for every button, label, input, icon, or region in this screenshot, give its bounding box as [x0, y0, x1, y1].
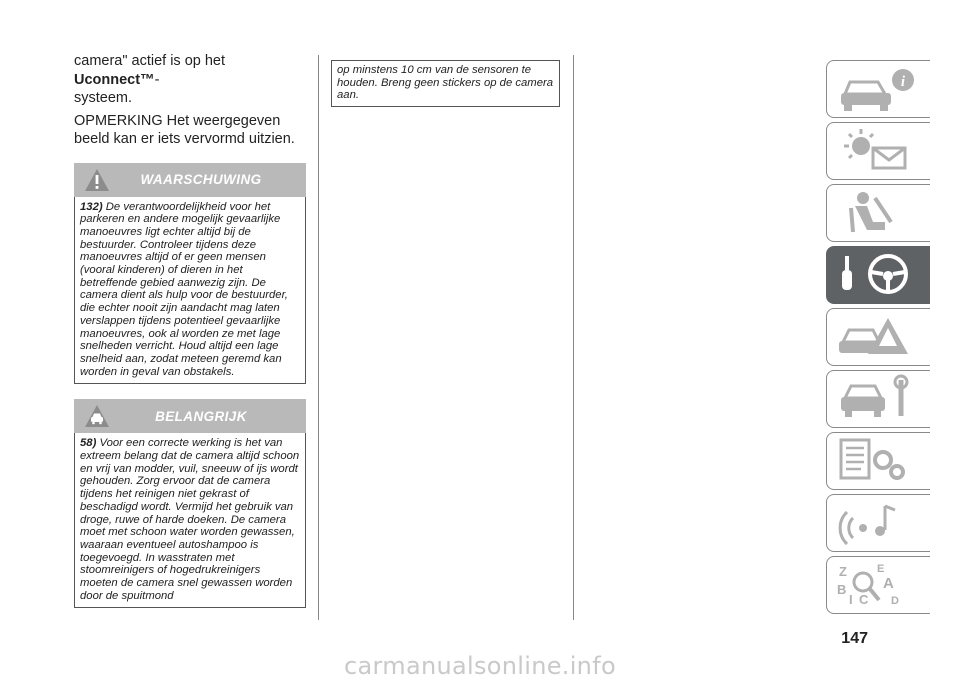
important-title: BELANGRIJK: [155, 408, 247, 424]
warning-body: [74, 197, 306, 385]
intro-line1-suffix: -: [154, 71, 160, 88]
warning-text: De verantwoordelijkheid voor het parkeren en andere mogelijk gevaarlijke manoeuvres ligt echter altijd bij de bestuurder. Controleer tijdens deze manoeuvres altijd of er geen mensen (vooral kinderen) of dieren in het betreffende gebied aanwezig zijn. De camera dient als hulp voor de bestuurder, die echter nooit zijn aandacht mag laten verslappen tijdens potentieel gevaarlijke manoeuvres, ook al worden ze met lage snelheden verricht. Houd altijd een lage snelheid aan, zodat meteen geremd kan worden in geval van obstakels.: [80, 200, 288, 378]
tab-maintenance[interactable]: [826, 370, 930, 428]
warning-number: 132): [80, 200, 103, 213]
car-caution-icon: [84, 404, 110, 428]
index-letter-b: B: [837, 582, 847, 597]
intro-line1-prefix: camera" actief is op het: [74, 53, 226, 69]
multimedia-icon: [833, 498, 923, 548]
car-info-icon: [833, 64, 923, 114]
index-letter-e: E: [877, 563, 885, 575]
index-letter-d: D: [891, 595, 899, 607]
index-letters-icon: [833, 560, 923, 610]
column-divider-left: [318, 55, 319, 620]
car-maintenance-icon: [833, 374, 923, 424]
warning-triangle-icon: [84, 168, 110, 192]
tab-vehicle-info[interactable]: [826, 60, 930, 118]
svg-text:i: i: [900, 74, 906, 90]
uconnect-brand: Uconnect™: [74, 71, 155, 88]
tab-multimedia[interactable]: [826, 494, 930, 552]
index-letter-z: Z: [839, 564, 847, 579]
continuation-box: [331, 60, 560, 107]
important-text: Voor een correcte werking is het van extreem belang dat de camera altijd schoon en vrij van modder, vuil, sneeuw of ijs wordt gehouden. Zorg ervoor dat de camera tijdens het reinigen niet gekrast of beschadigd wordt. Vermijd het gebruik van droge, ruwe of harde doeken. De camera moet met schoon water worden gewassen, waaraan eventueel autoshampoo is toegevoegd. In wasstraten met stoomreinigers of hogedrukreinigers moeten de camera snel gewassen worden door de spuitmond: [80, 437, 300, 602]
warning-title: WAARSCHUWING: [140, 172, 262, 187]
intro-paragraph: [74, 52, 306, 108]
important-number: 58): [80, 437, 97, 450]
column-divider-right: [573, 55, 574, 620]
page-number: 147: [841, 630, 868, 647]
key-steering-icon: [833, 250, 923, 300]
tab-warning-lights[interactable]: [826, 122, 930, 180]
tab-technical-data[interactable]: [826, 432, 930, 490]
intro-line2: systeem.: [74, 90, 133, 106]
tab-safety[interactable]: [826, 184, 930, 242]
warning-header: [74, 163, 306, 197]
index-letter-i: I: [849, 592, 853, 607]
index-letter-a: A: [883, 575, 894, 592]
specs-gears-icon: [833, 436, 923, 486]
important-box: [74, 399, 306, 608]
tab-emergency[interactable]: [826, 308, 930, 366]
important-header: [74, 399, 306, 433]
tab-starting-driving[interactable]: [826, 246, 930, 304]
airbag-seat-icon: [833, 188, 923, 238]
index-letter-c: C: [859, 592, 869, 607]
important-body: [74, 433, 306, 608]
middle-column: [331, 60, 560, 107]
watermark: carmanualsonline.info: [344, 652, 616, 680]
warning-lights-icon: [833, 126, 923, 176]
continuation-text: op minstens 10 cm van de sensoren te houden. Breng geen stickers op de camera aan.: [337, 64, 554, 102]
emergency-icon: [833, 312, 923, 362]
tab-index[interactable]: [826, 556, 930, 614]
left-column: [74, 52, 306, 608]
warning-box: [74, 163, 306, 385]
note-paragraph: OPMERKING Het weergegeven beeld kan er iets vervormd uitzien.: [74, 112, 295, 147]
